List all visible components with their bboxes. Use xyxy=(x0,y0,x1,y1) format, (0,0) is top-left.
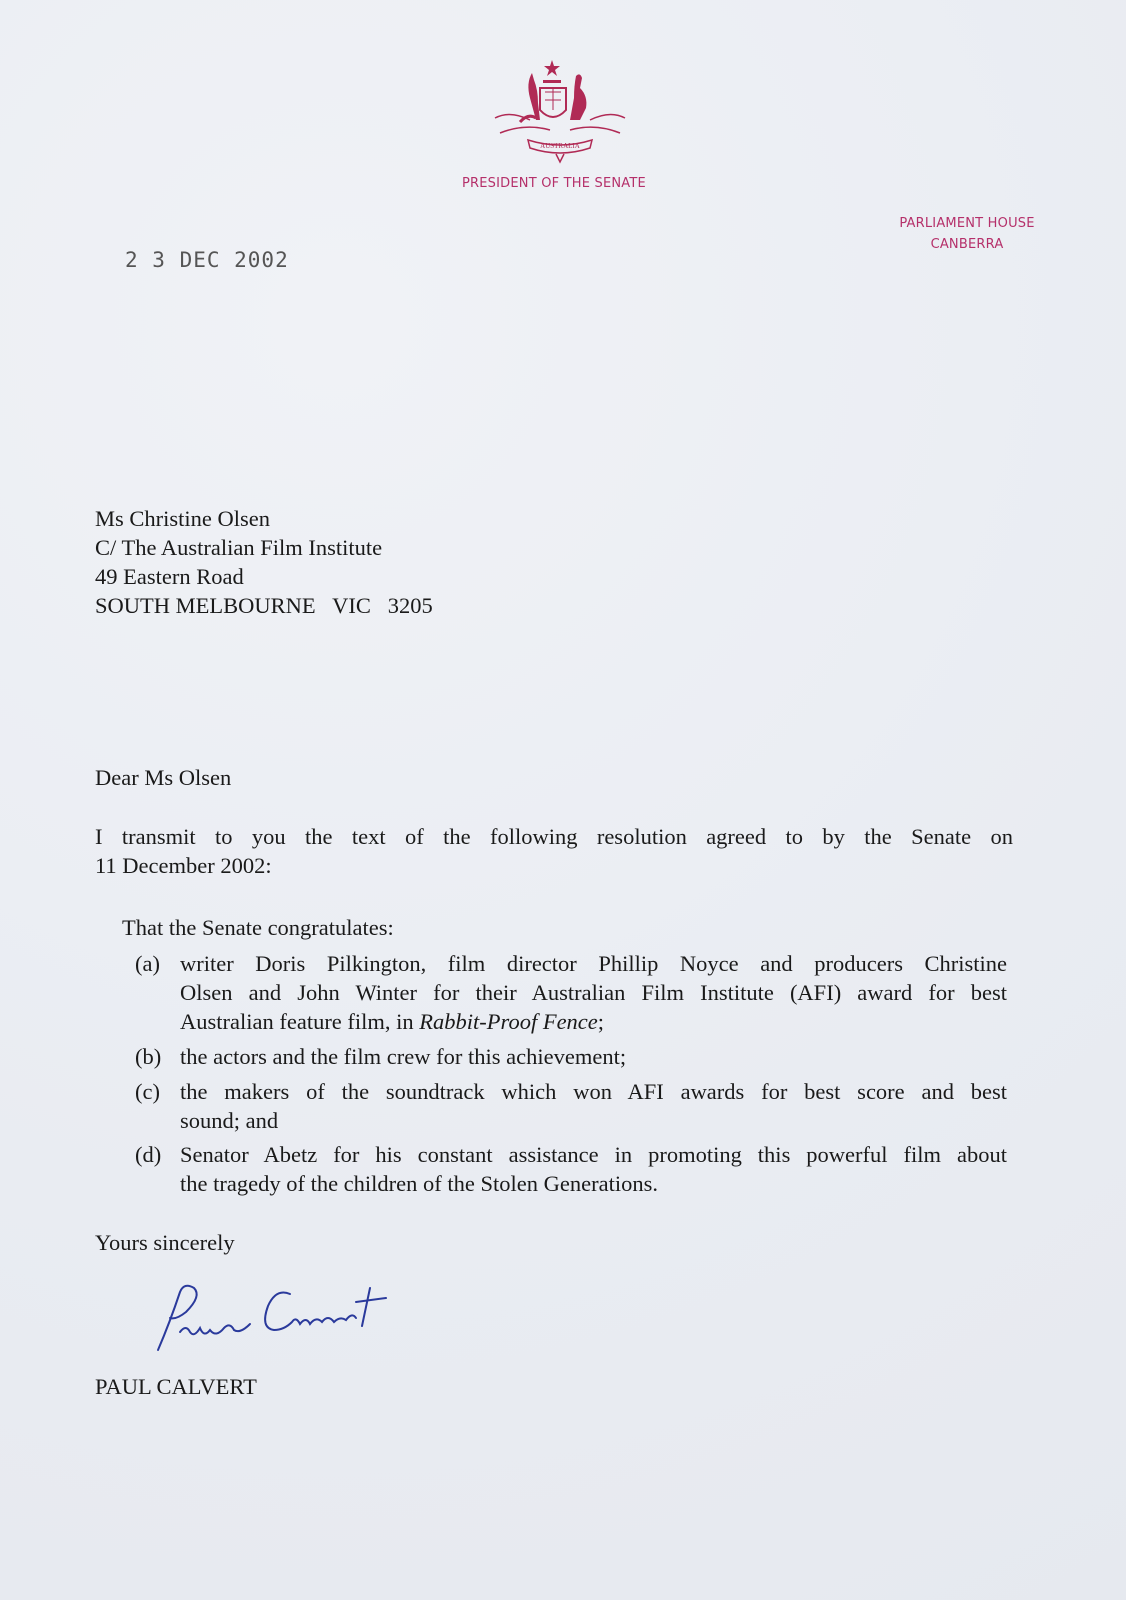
recipient-line-4: SOUTH MELBOURNE VIC 3205 xyxy=(95,593,433,618)
letterhead-address xyxy=(880,213,1054,255)
address-line-2: CANBERRA xyxy=(930,237,1004,252)
item-label: (c) xyxy=(135,1079,160,1104)
closing: Yours sincerely xyxy=(95,1230,235,1255)
item-label: (b) xyxy=(135,1044,162,1069)
item-line: the tragedy of the children of the Stolen Generations. xyxy=(180,1171,658,1196)
item-text: Australian feature film, in xyxy=(180,1009,420,1034)
film-title: Rabbit-Proof Fence xyxy=(419,1009,598,1034)
resolution-item-d xyxy=(135,1140,1007,1198)
intro-line-2: 11 December 2002: xyxy=(95,853,272,878)
item-label: (d) xyxy=(135,1142,162,1167)
item-line: writer Doris Pilkington, film director Phillip Noyce and producers Christine xyxy=(180,951,1007,976)
recipient-line-2: C/ The Australian Film Institute xyxy=(95,535,383,560)
office-title: PRESIDENT OF THE SENATE xyxy=(462,176,646,191)
coat-of-arms-icon xyxy=(490,58,630,168)
address-line-1: PARLIAMENT HOUSE xyxy=(899,216,1035,231)
signature-image xyxy=(150,1282,430,1362)
item-line: the actors and the film crew for this achievement; xyxy=(180,1044,627,1069)
intro-paragraph xyxy=(95,822,1013,880)
recipient-line-3: 49 Eastern Road xyxy=(95,564,244,589)
intro-line-1: I transmit to you the text of the following resolution agreed to by the Senate on xyxy=(95,824,1013,849)
item-label: (a) xyxy=(135,951,160,976)
item-line xyxy=(180,1007,1007,1036)
signatory-name: PAUL CALVERT xyxy=(95,1374,257,1399)
item-text: ; xyxy=(597,1009,605,1034)
date-stamp: 2 3 DEC 2002 xyxy=(125,248,289,272)
item-line: Olsen and John Winter for their Australian Film Institute (AFI) award for best xyxy=(180,980,1007,1005)
item-line: sound; and xyxy=(180,1108,279,1133)
resolution-item-a xyxy=(135,949,1007,1036)
recipient-name: Ms Christine Olsen xyxy=(95,506,271,531)
salutation: Dear Ms Olsen xyxy=(95,765,232,790)
item-line: the makers of the soundtrack which won AFI awards for best score and best xyxy=(180,1079,1007,1104)
resolution-item-b xyxy=(135,1042,1007,1071)
resolution-item-c xyxy=(135,1077,1007,1135)
crest-label: AUSTRALIA xyxy=(540,142,580,150)
recipient-address xyxy=(95,504,433,620)
item-line: Senator Abetz for his constant assistance in promoting this powerful film about xyxy=(180,1142,1007,1167)
resolution-heading: That the Senate congratulates: xyxy=(122,915,394,940)
